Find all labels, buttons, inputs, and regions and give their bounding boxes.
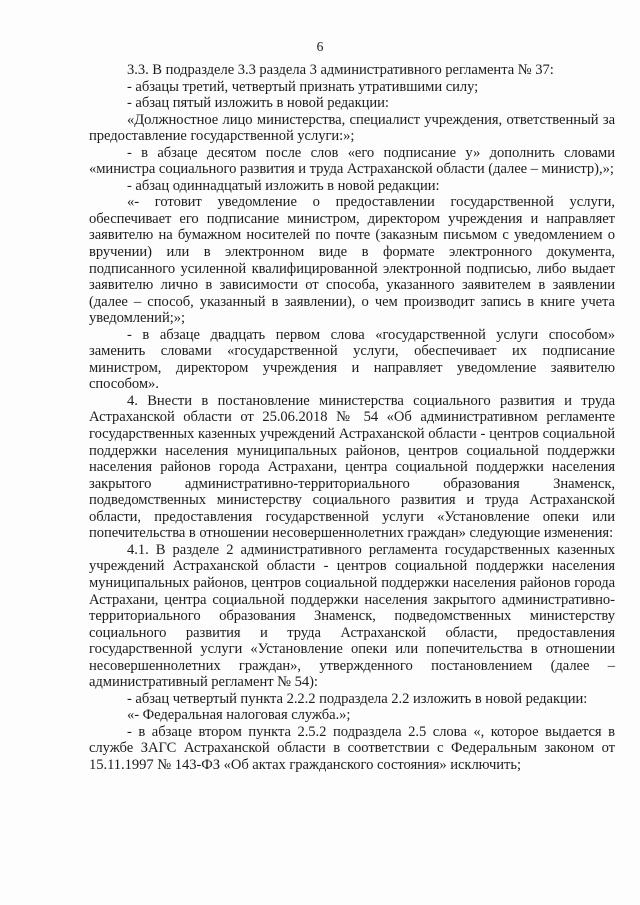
paragraph-item: - в абзаце втором пункта 2.5.2 подраздела 2.5 слова «, которое выдается в службе ЗАГС Астраханской области в соответствии с Федеральным законом от 15.11.1997 № 143-ФЗ «Об актах гражданского состояния» исключить;	[89, 723, 615, 773]
paragraph-item: - в абзаце десятом после слов «его подписание у» дополнить словами «министра социального развития и труда Астраханской области (далее – министр),»;	[89, 144, 615, 178]
page-number: 6	[316, 39, 324, 54]
paragraph-4: 4. Внести в постановление министерства социального развития и труда Астраханской области от 25.06.2018 № 54 «Об административном регламенте государственных казенных учреждений Астраханской области - центров социальной поддержки населения муниципальных районов, центров социальной поддержки населения районов города Астрахани, центра социальной поддержки населения закрытого административно-территориального образования Знаменск, подведомственных министерству социального развития и труда Астраханской области, предоставления государственной услуги «Установление опеки или попечительства в отношении несовершеннолетних граждан» следующие изменения:	[89, 392, 615, 542]
paragraph-quote: «- готовит уведомление о предоставлении государственной услуги, обеспечивает его подписание министром, директором учреждения и направляет заявителю на бумажном носителей по почте (заказным письмом с уведомлением о вручении) или в электронном виде в формате электронного документа, подписанного усиленной квалифицированной электронной подписью, либо выдает заявителю лично в зависимости от способа, указанного заявителем в заявлении (далее – способ, указанный в заявлении), о чем производит запись в книге учета уведомлений;»;	[89, 194, 615, 327]
paragraph-item: - в абзаце двадцать первом слова «государственной услуги способом» заменить словами «государственной услуги, обеспечивает их подписание министром, директором учреждения и направляет уведомление заявителю способом».	[89, 326, 615, 393]
document-body	[89, 62, 615, 774]
paragraph-item: - абзац пятый изложить в новой редакции:	[127, 95, 389, 112]
paragraph-quote: «- Федеральная налоговая служба.»;	[127, 707, 351, 724]
paragraph-3-3: 3.3. В подразделе 3.3 раздела 3 административного регламента № 37:	[127, 62, 554, 78]
paragraph-item: - абзац одиннадцатый изложить в новой редакции:	[127, 177, 440, 194]
paragraph-item: - абзац четвертый пункта 2.2.2 подраздела 2.2 изложить в новой редакции:	[127, 690, 588, 707]
paragraph-item: - абзацы третий, четвертый признать утратившими силу;	[127, 78, 479, 95]
paragraph-4-1: 4.1. В разделе 2 административного регламента государственных казенных учреждений Астраханской области - центров социальной поддержки населения муниципальных районов, центров социальной поддержки населения районов города Астрахани, центра социальной поддержки населения закрытого административно-территориального образования Знаменск, подведомственных министерству социального развития и труда Астраханской области, предоставления государственной услуги «Установление опеки или попечительства в отношении несовершеннолетних граждан», утвержденного постановлением (далее – административный регламент № 54):	[89, 541, 615, 691]
paragraph-quote: «Должностное лицо министерства, специалист учреждения, ответственный за предоставление государственной услуги:»;	[89, 111, 615, 145]
